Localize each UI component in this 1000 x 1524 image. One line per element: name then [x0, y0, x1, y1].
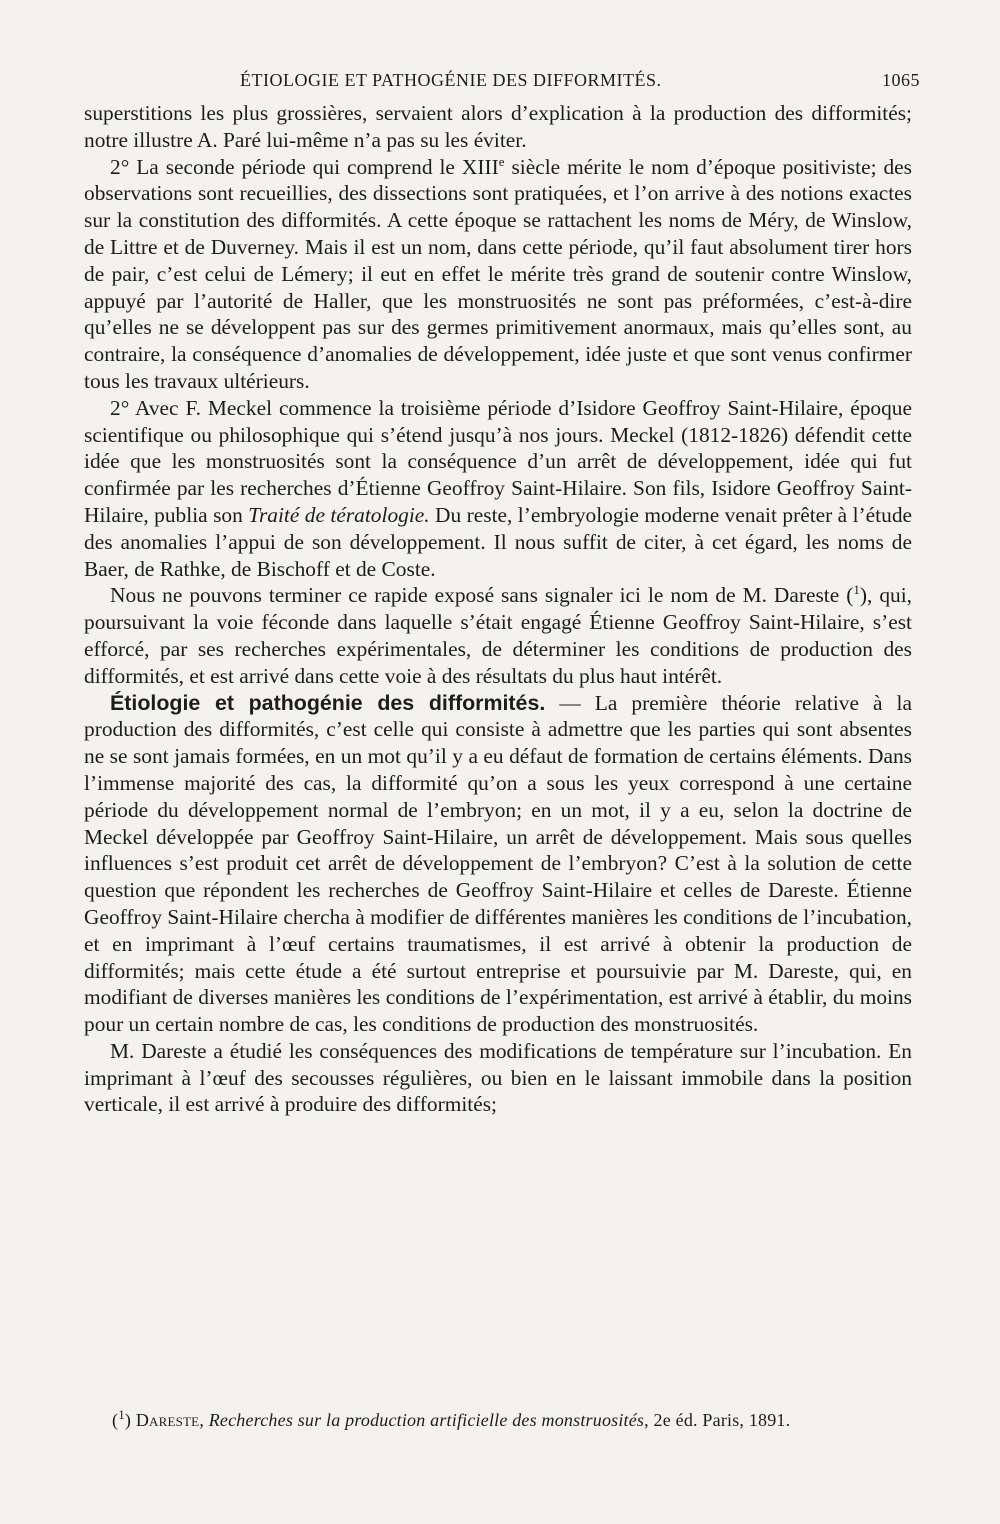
paragraph-third-period — [84, 395, 912, 583]
section-title: Étiologie et pathogénie des difformités. — [110, 690, 546, 715]
paragraph-text: Du reste, l’embryologie moderne venait prêter à l’étude des anomalies l’appui de son développement. Il nous suffit de citer, à cet égard, les noms de Baer, de Rathke, de Bischoff et de Coste. — [84, 502, 913, 581]
footnote-author: Dareste — [135, 1410, 200, 1430]
section-etiologie — [84, 690, 912, 1038]
running-head: ÉTIOLOGIE ET PATHOGÉNIE DES DIFFORMITÉS. — [240, 70, 662, 90]
page-header — [84, 66, 920, 100]
century-numeral: XIII — [461, 154, 499, 179]
footnote-edition: , 2e éd. Paris, 1891. — [644, 1410, 791, 1430]
paragraph-text: 2° Avec F. Meckel commence la troisième période d’Isidore Geoffroy Saint-Hilaire, époque scientifique ou philosophique qui s’étend jusqu’à nos jours. Meckel (1812-1826) défendit cette idée que les monstruosités sont la conséquence d’un arrêt de développement, idée qui fut confirmée par les recherches d’Étienne Geoffroy Saint-Hilaire. Son fils, Isidore Geoffroy Saint-Hilaire, publia son — [84, 395, 912, 527]
paragraph-text: Nous ne pouvons terminer ce rapide exposé sans signaler ici le nom de M. Dareste ( — [110, 583, 854, 608]
paragraph-text: ), qui, poursuivant la voie féconde dans laquelle s’était engagé Étienne Geoffroy Saint-Hilaire, s’est efforcé, par ses recherches expérimentales, de déterminer les conditions de production des difformités, et est arrivé dans cette voie à des résultats du plus haut intérêt. — [84, 583, 912, 688]
paragraph-temperature — [84, 1038, 912, 1118]
footnote-separator: , — [199, 1410, 209, 1430]
paragraph-continuation — [84, 100, 912, 154]
footnote: ($^1$) Dareste, Recherches sur la production artificielle des monstruosités, 2e éd. Paris, 1891. — [112, 1407, 791, 1430]
body-text — [84, 100, 912, 1118]
century-superscript: e — [498, 153, 505, 169]
paragraph-second-period — [84, 154, 912, 395]
paragraph-dareste — [84, 582, 912, 689]
paragraph-text: siècle mérite le nom d’époque positiviste; des observations sont recueillies, des dissections sont pratiquées, et l’on arrive à des notions exactes sur la constitution des difformités. A cette époque se rattachent les noms de Méry, de Winslow, de Littre et de Duverney. Mais il est un nom, dans cette période, qu’il faut absolument tirer hors de pair, c’est celui de Lémery; il eut en effet le mérite très grand de soutenir contre Winslow, appuyé par l’autorité de Haller, que les monstruosités ne sont pas préformées, c’est-à-dire qu’elles ne se développent pas sur des germes primitivement anormaux, mais qu’elles sont, au contraire, la conséquence d’anomalies de développement, idée juste et que sont venus confirmer tous les travaux ultérieurs. — [84, 154, 912, 393]
paragraph-text: — La première théorie relative à la production des difformités, c’est celle qui consiste à admettre que les parties qui sont absentes ne se sont jamais formées, en un mot qu’il y a eu défaut de formation de certains éléments. Dans l’immense majorité des cas, la difformité qu’on a sous les yeux correspond à une certaine période du développement normal de l’embryon; en un mot, il y a eu, selon la doctrine de Meckel développée par Geoffroy Saint-Hilaire, un arrêt de développement. Mais sous quelles influences s’est produit cet arrêt de développement de l’embryon? C’est à la solution de cette question que répondent les recherches de Geoffroy Saint-Hilaire et celles de Dareste. Étienne Geoffroy Saint-Hilaire chercha à modifier de différentes manières les conditions de l’incubation, et en imprimant à l’œuf certains traumatismes, il est arrivé à obtenir la production de difformités; mais cette étude a été surtout entreprise et poursuivie par M. Dareste, qui, en modifiant de diverses manières les conditions de l’expérimentation, est arrivé à établir, du moins pour un certain nombre de cas, les conditions de production des monstruosités. — [84, 690, 912, 1037]
paragraph-text: 2° La seconde période qui comprend le — [110, 154, 462, 179]
paragraph-text: superstitions les plus grossières, servaient alors d’explication à la production des difformités; notre illustre A. Paré lui-même n’a pas su les éviter. — [84, 101, 912, 152]
footnote-reference: 1 — [853, 582, 860, 598]
footnote-title: Recherches sur la production artificielle des monstruosités — [208, 1410, 645, 1430]
paragraph-text: M. Dareste a étudié les conséquences des modifications de température sur l’incubation. En imprimant à l’œuf des secousses régulières, ou bien en le laissant immobile dans la position verticale, il est arrivé à produire des difformités; — [84, 1038, 912, 1117]
page-number: 1065 — [882, 70, 920, 90]
footnote-marker: 1 — [118, 1407, 125, 1422]
book-title-italic: Traité de tératologie. — [248, 502, 430, 527]
